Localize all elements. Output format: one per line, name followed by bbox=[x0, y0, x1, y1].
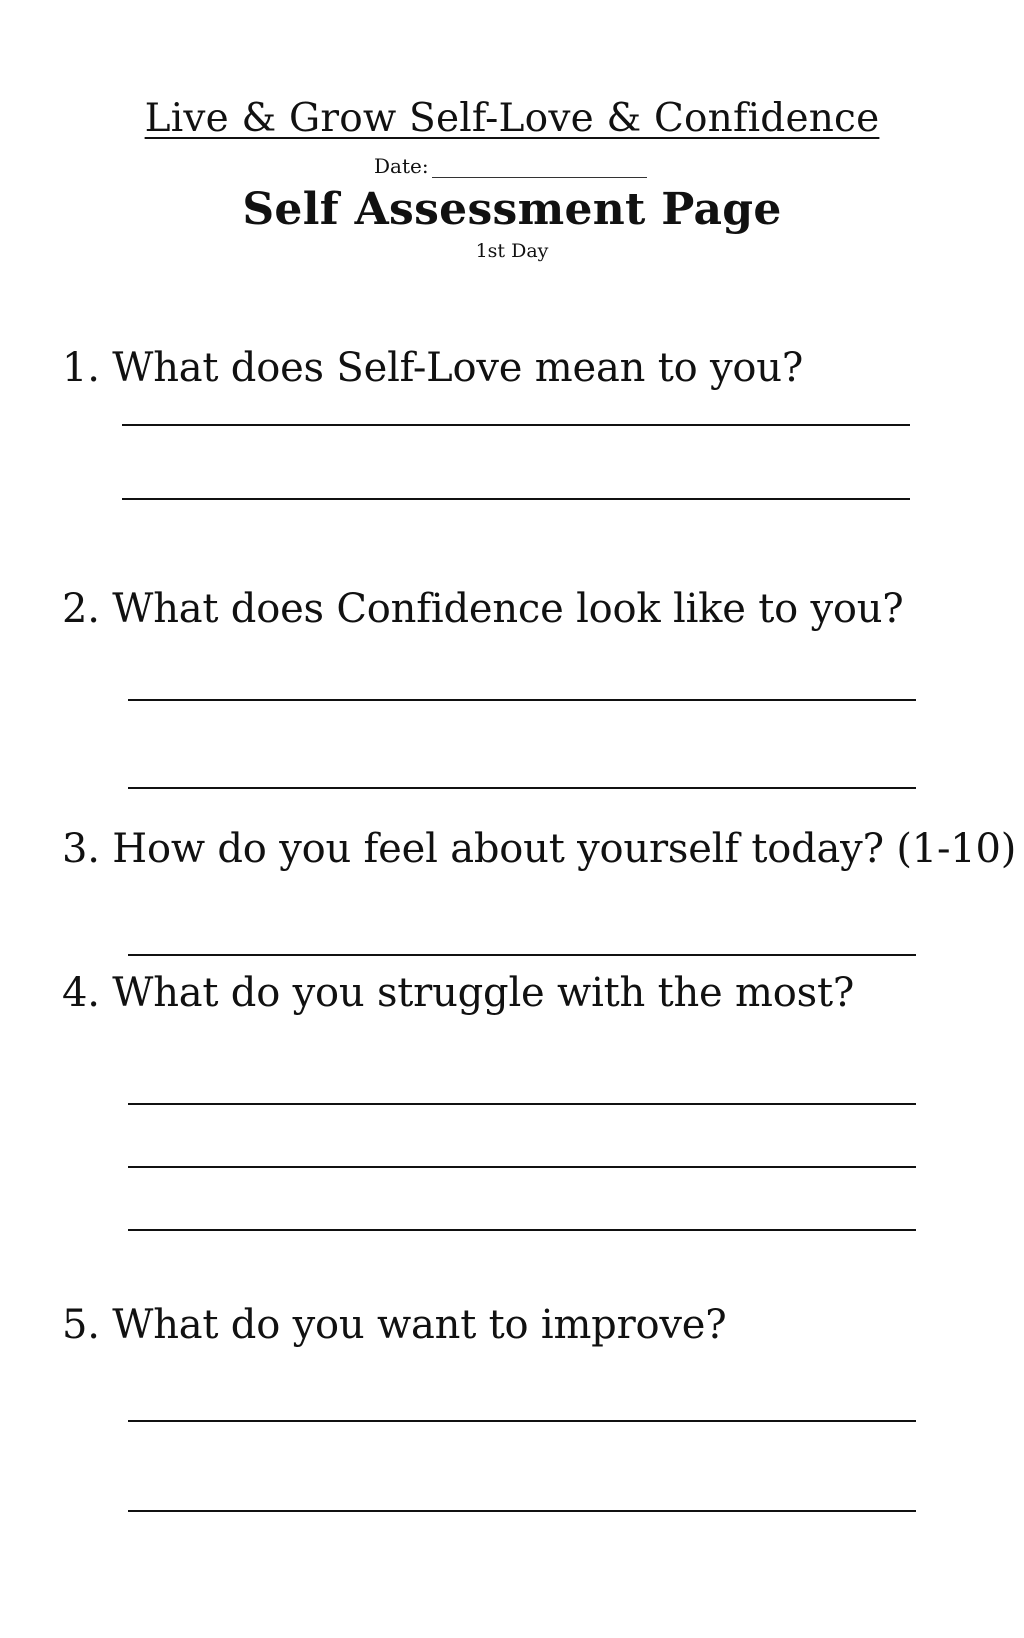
question-number: 4. bbox=[62, 970, 100, 1016]
question-number: 2. bbox=[62, 586, 100, 632]
page-title: Self Assessment Page bbox=[242, 184, 782, 235]
question-5 bbox=[62, 1302, 727, 1348]
answer-line-5-1[interactable] bbox=[128, 1420, 916, 1422]
answer-line-4-3[interactable] bbox=[128, 1229, 916, 1231]
answer-line-5-2[interactable] bbox=[128, 1510, 916, 1512]
answer-line-4-2[interactable] bbox=[128, 1166, 916, 1168]
question-2 bbox=[62, 586, 904, 632]
question-text: What does Confidence look like to you? bbox=[112, 586, 904, 632]
question-text: How do you feel about yourself today? (1-10) bbox=[112, 826, 1017, 872]
answer-line-1-2[interactable] bbox=[122, 498, 910, 500]
page-subtitle: 1st Day bbox=[475, 240, 549, 262]
answer-line-3-1[interactable] bbox=[128, 954, 916, 956]
question-text: What does Self-Love mean to you? bbox=[112, 345, 804, 391]
question-number: 1. bbox=[62, 345, 100, 391]
date-label: Date: bbox=[374, 154, 429, 178]
question-4 bbox=[62, 970, 854, 1016]
answer-line-4-1[interactable] bbox=[128, 1103, 916, 1105]
answer-line-2-1[interactable] bbox=[128, 699, 916, 701]
question-3 bbox=[62, 826, 1016, 872]
answer-line-1-1[interactable] bbox=[122, 424, 910, 426]
answer-line-2-2[interactable] bbox=[128, 787, 916, 789]
question-text: What do you want to improve? bbox=[112, 1302, 727, 1348]
question-number: 5. bbox=[62, 1302, 100, 1348]
question-number: 3. bbox=[62, 826, 100, 872]
series-title: Live & Grow Self-Love & Confidence bbox=[144, 96, 880, 141]
date-field-line[interactable] bbox=[432, 177, 647, 178]
question-text: What do you struggle with the most? bbox=[112, 970, 855, 1016]
question-1 bbox=[62, 345, 803, 391]
